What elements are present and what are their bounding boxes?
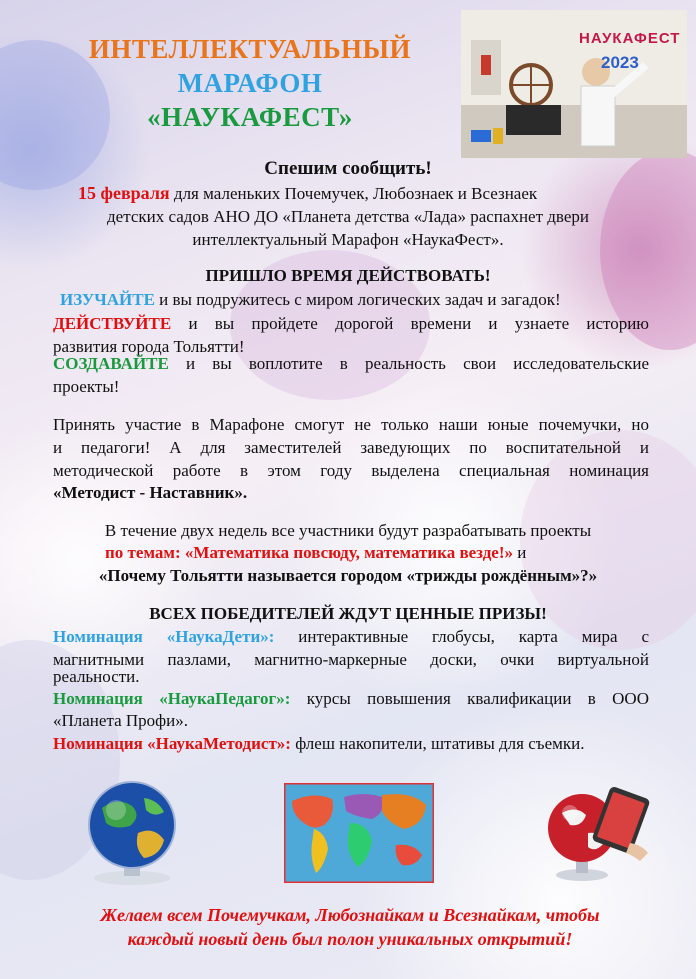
prize-2-line-1: [53, 687, 649, 711]
prize-1-line-2: магнитными пазлами, магнитно-маркерные доски, очки виртуальной: [53, 650, 649, 669]
announce-line-2: детских садов АНО ДО «Планета детства «Лада» распахнет двери: [107, 207, 589, 226]
prize-1-line-3: реальности.: [53, 667, 140, 686]
prize-2-line-2: «Планета Профи».: [53, 711, 189, 730]
prizes-heading: ВСЕХ ПОБЕДИТЕЛЕЙ ЖДУТ ЦЕННЫЕ ПРИЗЫ!: [149, 604, 547, 623]
participants-line-3: методической работе в этом году выделена специальная номинация: [53, 461, 649, 480]
action-heading: ПРИШЛО ВРЕМЯ ДЕЙСТВОВАТЬ!: [205, 266, 491, 285]
prize-1-label: Номинация «НаукаДети»:: [53, 627, 275, 646]
title-line-1: ИНТЕЛЛЕКТУАЛЬНЫЙ: [88, 34, 412, 64]
topics-and: и: [513, 543, 527, 562]
header-photo: [461, 10, 687, 158]
participants-nomination: «Методист - Наставник».: [53, 483, 248, 502]
topics-math: по темам: «Математика повсюду, математика везде!»: [105, 543, 514, 562]
participants-line-2: и педагоги! А для заместителей заведующих по воспитательной и: [53, 438, 649, 457]
closing-line-1: Желаем всем Почемучкам, Любознайкам и Всезнайкам, чтобы: [100, 905, 600, 925]
announce-line-1: [78, 181, 537, 206]
title-line-3: «НАУКАФЕСТ»: [147, 102, 353, 132]
action-act-line: [53, 312, 649, 336]
study-text: и вы подружитесь с миром логических задач и загадок!: [154, 290, 561, 309]
announce-heading: Спешим сообщить!: [264, 158, 432, 179]
topics-line-2: [105, 541, 526, 565]
closing-message: [50, 903, 650, 951]
act-text: и вы пройдете дорогой времени и узнаете историю: [171, 314, 649, 333]
announce-line-3: интеллектуальный Марафон «НаукаФест».: [192, 230, 504, 249]
create-text: и вы воплотите в реальность свои исследовательские: [168, 354, 649, 373]
prize-3-line: [53, 732, 584, 756]
prize-3-label: Номинация «НаукаМетодист»:: [53, 734, 291, 753]
study-word: ИЗУЧАЙТЕ: [60, 290, 155, 309]
prize-1-text: интерактивные глобусы, карта мира с: [274, 627, 649, 646]
participants-line-1: Принять участие в Марафоне смогут не только наши юные почемучки, но: [53, 415, 649, 434]
announce-date: 15 февраля: [78, 183, 170, 203]
action-study-line: [60, 288, 561, 312]
prize-1-line-1: [53, 625, 649, 649]
topics-line-3: «Почему Тольятти называется городом «трижды рождённым»?»: [98, 566, 598, 585]
announce-line-1-text: для маленьких Почемучек, Любознаек и Всезнаек: [169, 184, 538, 203]
action-create-line: [53, 352, 649, 376]
world-map-puzzle-image: [284, 783, 434, 883]
globe-image: [72, 778, 192, 888]
action-create-line-2: проекты!: [53, 377, 120, 396]
prize-2-text: курсы повышения квалификации в ООО: [290, 689, 649, 708]
ar-globe-tablet-image: [540, 783, 650, 883]
closing-line-2: каждый новый день был полон уникальных открытий!: [127, 929, 573, 949]
create-word: СОЗДАВАЙТЕ: [53, 354, 169, 373]
title-line-2: МАРАФОН: [177, 68, 323, 98]
topics-line-1: В течение двух недель все участники будут разрабатывать проекты: [104, 521, 592, 540]
act-word: ДЕЙСТВУЙТЕ: [53, 314, 172, 333]
photo-banner-year: 2023: [601, 53, 639, 72]
prize-3-text: флеш накопители, штативы для съемки.: [290, 734, 585, 753]
prize-2-label: Номинация «НаукаПедагог»:: [53, 689, 291, 708]
action-act-line-2: развития города Тольятти!: [53, 337, 245, 356]
photo-banner-title: НАУКАФЕСТ: [579, 30, 681, 47]
